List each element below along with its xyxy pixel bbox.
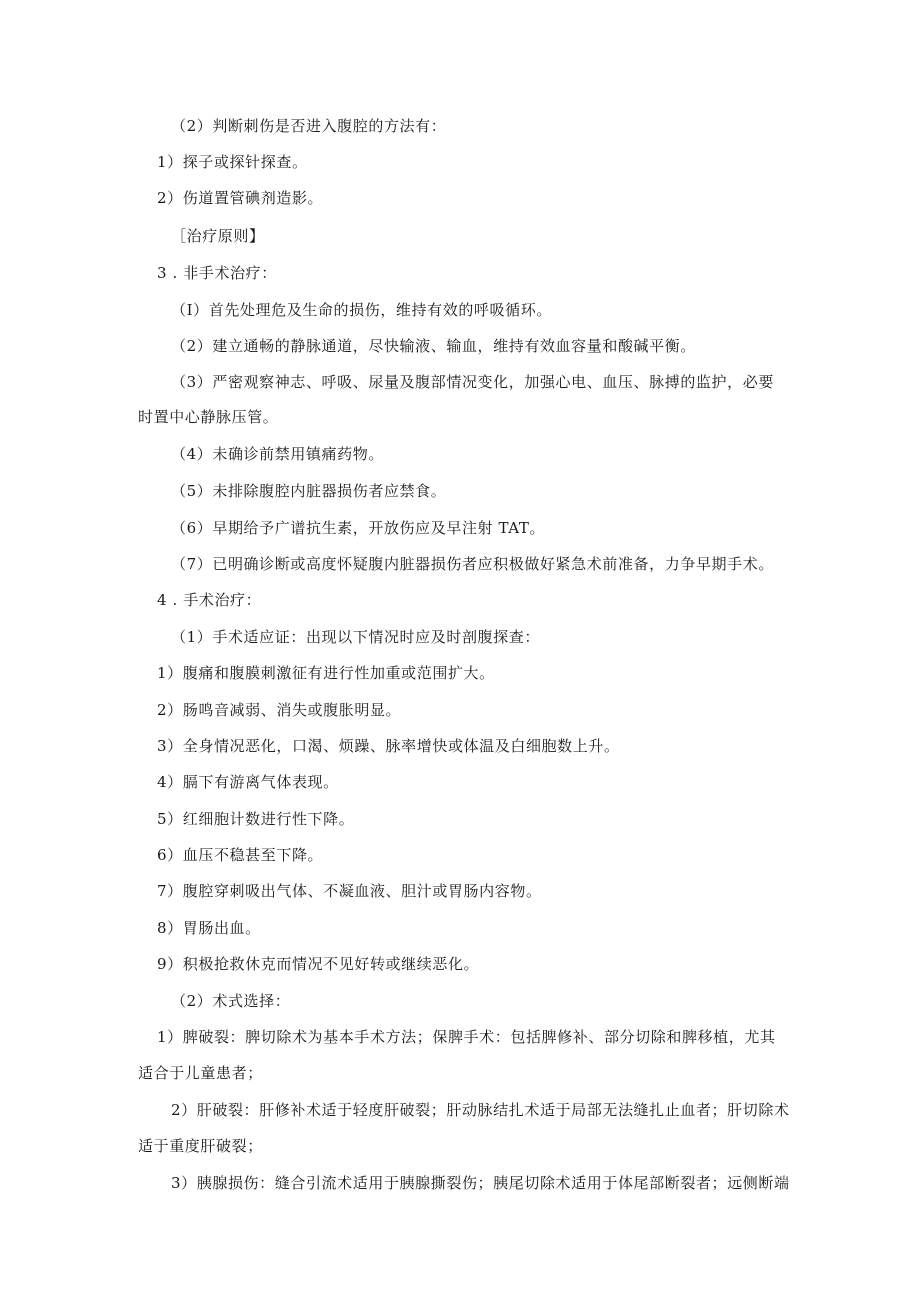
text-line: 2）肠鸣音减弱、消失或腹胀明显。	[157, 701, 402, 719]
text-line: 2）伤道置管碘剂造影。	[157, 189, 324, 207]
text-line: 4 . 手术治疗：	[157, 591, 262, 609]
text-line: 适于重度肝破裂；	[138, 1137, 263, 1155]
section-heading: ［治疗原则】	[171, 227, 265, 245]
text-line: （6）早期给予广谱抗生素，开放伤应及早注射 TAT。	[171, 519, 546, 537]
text-line: 4）膈下有游离气体表现。	[157, 773, 339, 791]
text-line: （I）首先处理危及生命的损伤，维持有效的呼吸循环。	[171, 301, 552, 319]
text-line: 1）探子或探针探查。	[157, 153, 308, 171]
text-line: 适合于儿童患者；	[138, 1064, 263, 1082]
text-line: （1）手术适应证：出现以下情况时应及时剖腹探查：	[171, 628, 540, 646]
text-line: （2）建立通畅的静脉通道，尽快输液、输血，维持有效血容量和酸碱平衡。	[171, 337, 696, 355]
text-line: 时置中心静脉压管。	[138, 408, 279, 426]
text-line: 3 . 非手术治疗：	[157, 264, 277, 282]
text-line: 1）腹痛和腹膜刺激征有进行性加重或范围扩大。	[157, 664, 495, 682]
text-line: 8）胃肠出血。	[157, 919, 261, 937]
text-line: 3）胰腺损伤：缝合引流术适用于胰腺撕裂伤；胰尾切除术适用于体尾部断裂者；远侧断端	[171, 1174, 790, 1192]
text-line: （7）已明确诊断或高度怀疑腹内脏器损伤者应积极做好紧急术前准备，力争早期手术。	[171, 555, 774, 573]
text-line: （2）术式选择：	[171, 992, 291, 1010]
text-line: （4）未确诊前禁用镇痛药物。	[171, 445, 384, 463]
text-line: 5）红细胞计数进行性下降。	[157, 810, 355, 828]
text-line: 1）脾破裂：脾切除术为基本手术方法；保脾手术：包括脾修补、部分切除和脾移植，尤其	[157, 1028, 776, 1046]
text-line: 6）血压不稳甚至下降。	[157, 846, 324, 864]
text-line: （2）判断刺伤是否进入腹腔的方法有：	[171, 117, 447, 135]
text-line: 2）肝破裂：肝修补术适于轻度肝破裂；肝动脉结扎术适于局部无法缝扎止血者；肝切除术	[171, 1101, 790, 1119]
text-line: （3）严密观察神志、呼吸、尿量及腹部情况变化，加强心电、血压、脉搏的监护，必要	[171, 373, 774, 391]
text-line: 9）积极抢救休克而情况不见好转或继续恶化。	[157, 955, 480, 973]
text-line: （5）未排除腹腔内脏器损伤者应禁食。	[171, 482, 447, 500]
text-line: 3）全身情况恶化，口渴、烦躁、脉率增快或体温及白细胞数上升。	[157, 737, 620, 755]
text-line: 7）腹腔穿刺吸出气体、不凝血液、胆汁或胃肠内容物。	[157, 882, 542, 900]
